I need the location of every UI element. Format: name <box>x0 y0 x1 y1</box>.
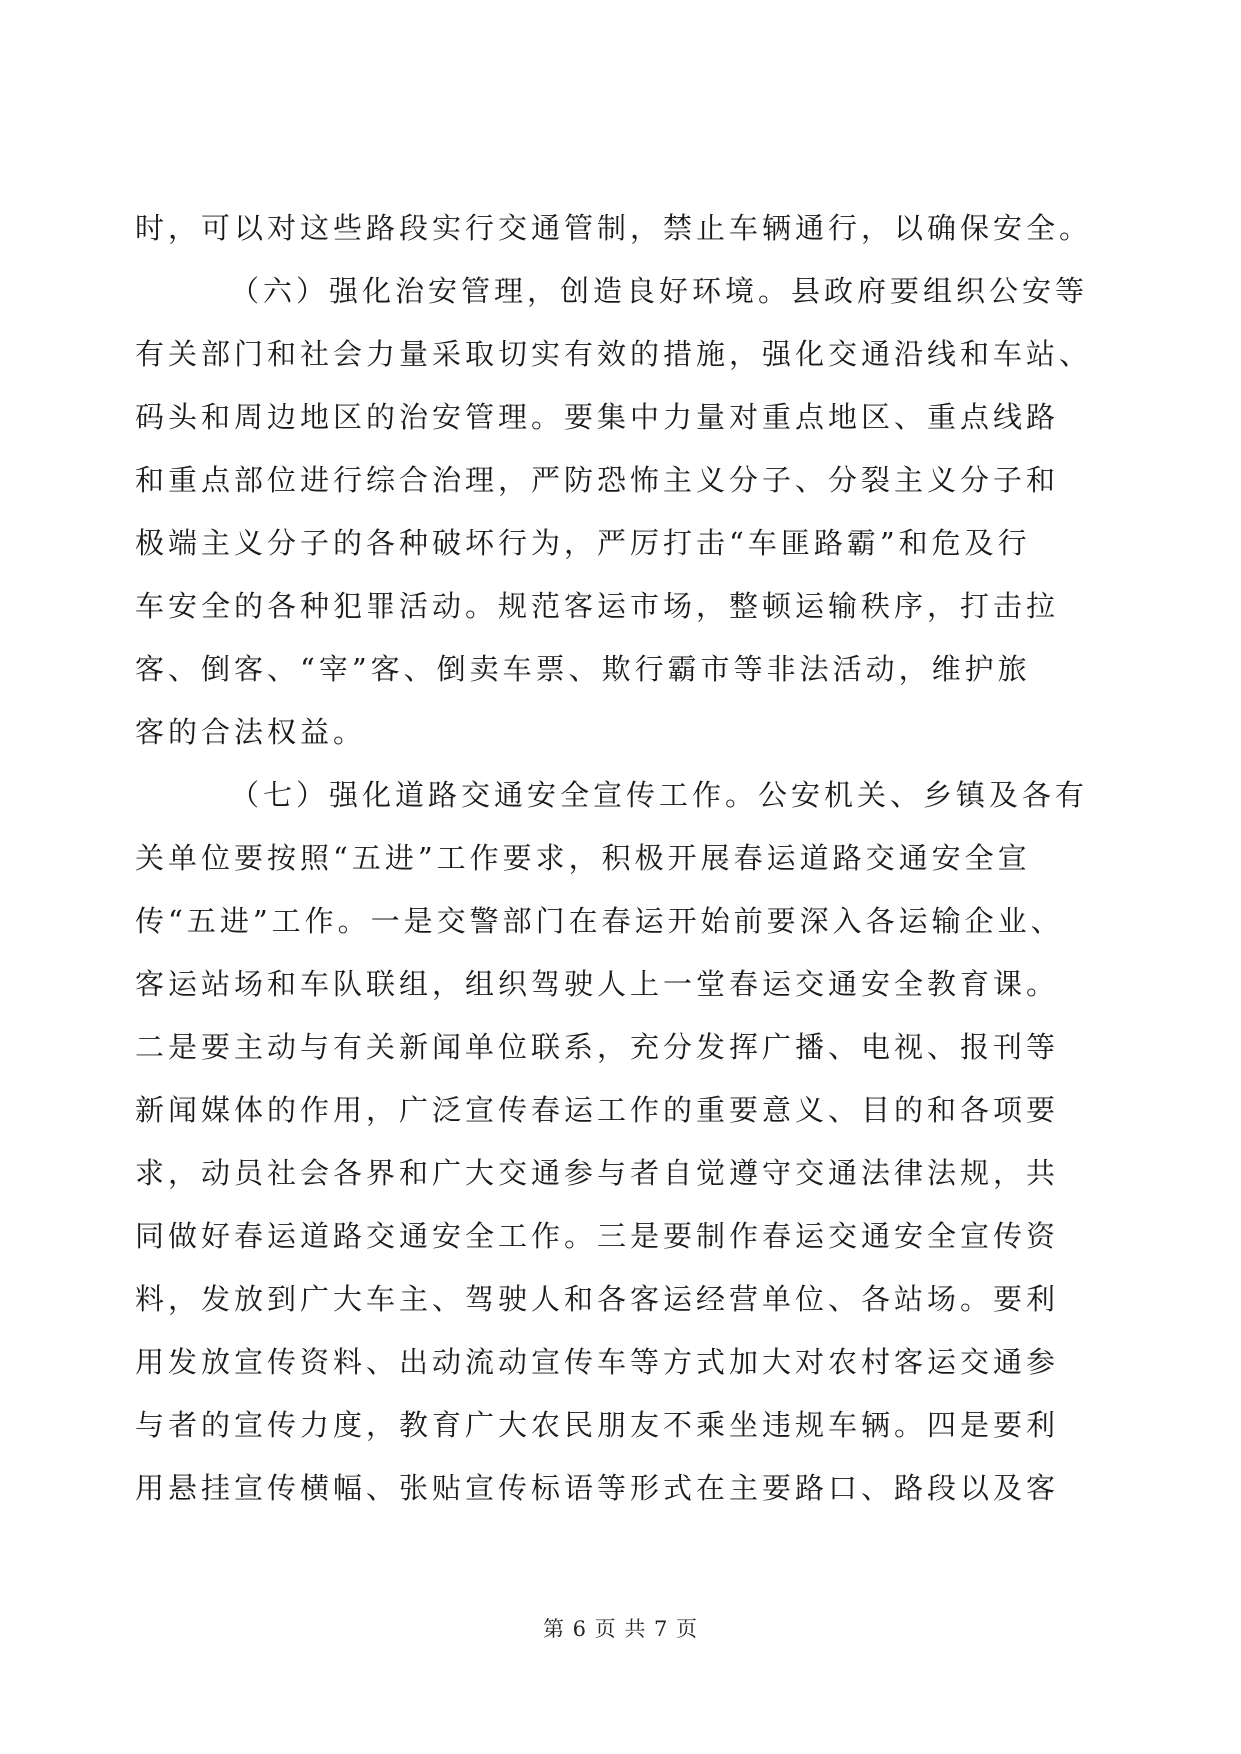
text-line: 客的合法权益。 <box>135 715 367 749</box>
text-line: 有关部门和社会力量采取切实有效的措施，强化交通沿线和车站、 <box>135 337 1093 371</box>
text-line: 车安全的各种犯罪活动。规范客运市场，整顿运输秩序，打击拉 <box>135 589 1060 623</box>
text-line: 关单位要按照“五进”工作要求，积极开展春运道路交通安全宣 <box>135 841 1031 875</box>
text-line: 料，发放到广大车主、驾驶人和各客运经营单位、各站场。要利 <box>135 1282 1060 1316</box>
text-line: 二是要主动与有关新闻单位联系，充分发挥广播、电视、报刊等 <box>135 1030 1060 1064</box>
text-line: （六）强化治安管理，创造良好环境。县政府要组织公安等 <box>230 274 1089 308</box>
text-line: 和重点部位进行综合治理，严防恐怖主义分子、分裂主义分子和 <box>135 463 1060 497</box>
text-line: 与者的宣传力度，教育广大农民朋友不乘坐违规车辆。四是要利 <box>135 1408 1060 1442</box>
text-line: （七）强化道路交通安全宣传工作。公安机关、乡镇及各有 <box>230 778 1089 812</box>
text-line: 同做好春运道路交通安全工作。三是要制作春运交通安全宣传资 <box>135 1219 1060 1253</box>
page-number-footer: 第 6 页 共 7 页 <box>542 1617 699 1641</box>
text-line: 新闻媒体的作用，广泛宣传春运工作的重要意义、目的和各项要 <box>135 1093 1060 1127</box>
text-line: 用悬挂宣传横幅、张贴宣传标语等形式在主要路口、路段以及客 <box>135 1471 1060 1505</box>
document-body <box>135 197 1115 1520</box>
text-line: 用发放宣传资料、出动流动宣传车等方式加大对农村客运交通参 <box>135 1345 1060 1379</box>
text-line: 客、倒客、“宰”客、倒卖车票、欺行霸市等非法活动，维护旅 <box>135 652 1031 686</box>
text-line: 客运站场和车队联组，组织驾驶人上一堂春运交通安全教育课。 <box>135 967 1060 1001</box>
text-line: 求，动员社会各界和广大交通参与者自觉遵守交通法律法规，共 <box>135 1156 1060 1190</box>
text-line: 码头和周边地区的治安管理。要集中力量对重点地区、重点线路 <box>135 400 1060 434</box>
text-line: 极端主义分子的各种破坏行为，严厉打击“车匪路霸”和危及行 <box>135 526 1031 560</box>
text-line: 时，可以对这些路段实行交通管制，禁止车辆通行，以确保安全。 <box>135 211 1093 245</box>
text-line: 传“五进”工作。一是交警部门在春运开始前要深入各运输企业、 <box>135 904 1064 938</box>
